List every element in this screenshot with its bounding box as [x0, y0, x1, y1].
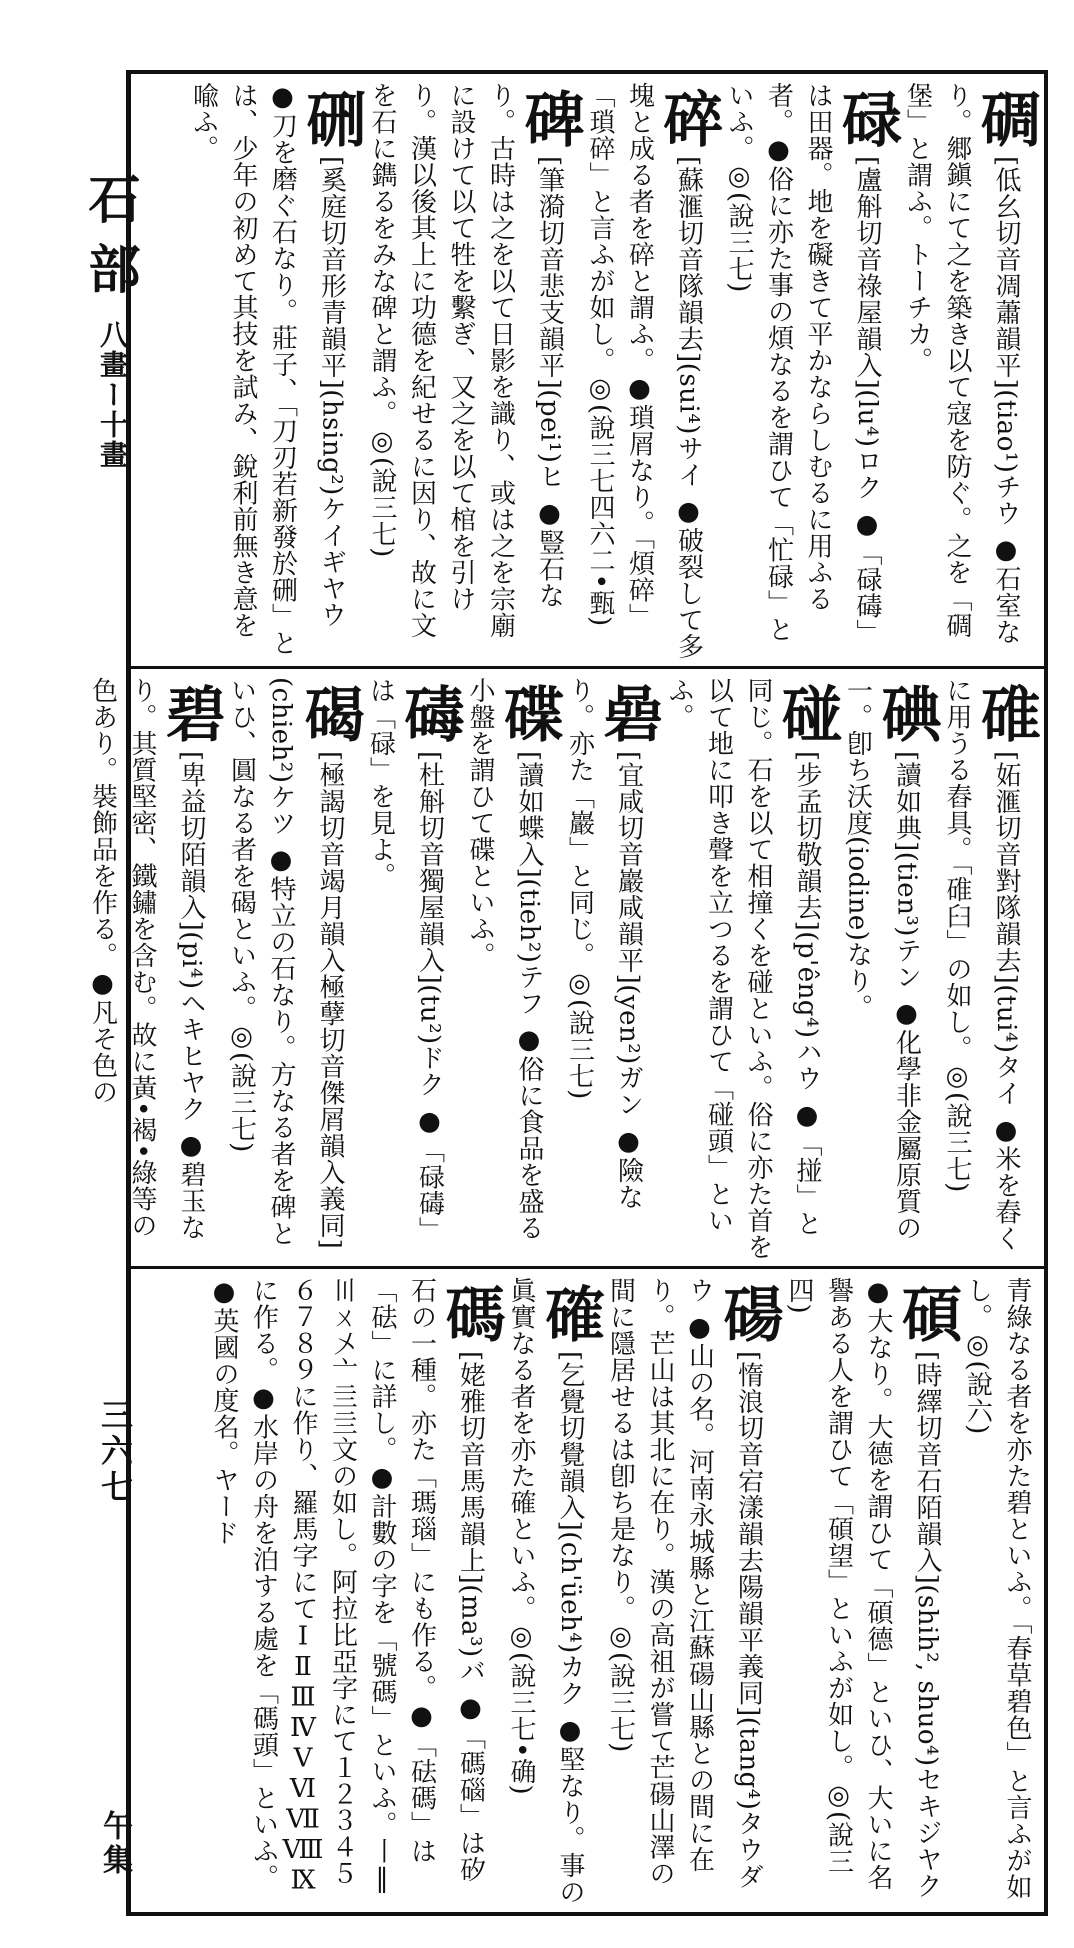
entry-definition: 青綠なる者を亦た碧といふ。「春草碧色」と言ふが如し。◎(說六): [962, 1277, 1032, 1900]
dictionary-entry: [226, 677, 365, 1250]
dictionary-entry: [564, 677, 664, 1211]
entry-headword: 碘: [871, 683, 942, 743]
entry-headword: 碼: [435, 1283, 506, 1343]
entry-definition: [宜咸切音巖咸韻平](yen²)ガン ●險なり。亦た「巖」と同じ。◎(說三七): [564, 677, 644, 1211]
entry-definition: [時繹切音石陌韻入](shih², shuo⁴)セキジヤク ●大なり。大德を謂ひて「碩德」といひ、大いに名譽ある人を謂ひて「碩望」といふが如し。◎(說三四): [784, 1277, 942, 1900]
entry-headword: 碉: [971, 88, 1041, 148]
entry-headword: 硎: [296, 88, 367, 148]
entry-definition: [惰浪切音宕漾韻去陽韻平義同](tang⁴)タウダウ ●山の名。河南永城縣と江蘇碭山縣との間に在り。芒山は其北に在り。漢の高祖が嘗て芒碭山澤の間に隱居せるは卽ち是なり。◎(說三七): [605, 1277, 764, 1890]
section-name: 石部: [79, 172, 140, 312]
entry-headword: 碣: [295, 683, 365, 743]
entry-definition: [低幺切音凋蕭韻平](tiao¹)チウ ●石室なり。郷鎭にて之を築き以て寇を防ぐ。之を「碉堡」と謂ふ。トーチカ。: [902, 82, 1021, 646]
entry-flow: [87, 677, 1041, 1260]
dictionary-entry: [664, 677, 842, 1260]
entry-headword: 碓: [971, 683, 1041, 743]
tier-bottom: [131, 1266, 1044, 1912]
tier-top: [131, 74, 1044, 666]
stroke-range: 八畫ー十畫: [96, 320, 129, 470]
dictionary-entry: [506, 1277, 605, 1906]
entry-definition: [盧斛切音祿屋韻入](lu⁴)ロク ●「碌碡」は田器。地を礙きて平かならしむるに用ふる者。●俗に亦た事の煩なるを謂ひて「忙碌」といふ。◎(說三七): [724, 82, 882, 646]
tier-middle: [87, 666, 1044, 1266]
dictionary-entry: [942, 677, 1041, 1252]
entry-headword: 碑: [514, 88, 585, 148]
entry-definition: [卑益切陌韻入](pi⁴)ヘキヒヤク ●碧玉なり。其質堅密、鐵鏽を含む。故に黃•褐•綠等の色あり。裝飾品を作る。●凡そ色の: [87, 677, 206, 1241]
dictionary-entry: [902, 82, 1041, 646]
entry-headword: 碟: [494, 683, 564, 743]
entry-headword: 碞: [593, 683, 664, 743]
entry-headword: 碌: [832, 88, 902, 148]
entry-headword: 碰: [772, 683, 842, 743]
dictionary-entry: [784, 1277, 962, 1900]
entry-headword: 碩: [892, 1283, 962, 1343]
entry-flow: [139, 82, 1041, 660]
entry-headword: 碡: [394, 683, 465, 743]
entry-flow: [139, 1277, 1036, 1906]
dictionary-entry: [465, 677, 564, 1242]
dictionary-entry: [724, 82, 902, 646]
dictionary-entry: [209, 1277, 506, 1896]
volume-name: 午集: [97, 1810, 132, 1878]
dictionary-entry: [605, 1277, 784, 1890]
dictionary-entry: [365, 677, 465, 1243]
entry-headword: 碧: [156, 683, 226, 743]
entry-headword: 碭: [713, 1283, 784, 1343]
dictionary-entry: [367, 82, 585, 639]
entry-definition: [杜斛切音獨屋韻入](tu²)ドク ●「碌碡」は「碌」を見よ。: [365, 677, 445, 1243]
entry-definition: [妬滙切音對隊韻去](tui⁴)タイ ●米を舂くに用うる舂具。「碓臼」の如し。◎(說三七): [942, 677, 1021, 1252]
entry-headword: 碎: [653, 88, 724, 148]
entry-definition: [蘇滙切音隊韻去](sui⁴)サイ ●破裂して多塊と成る者を碎と謂ふ。●瑣屑なり。「煩碎」「瑣碎」と言ふが如し。◎(說三七四六二•甄): [585, 82, 704, 660]
entry-definition: [讀如典](tien³)テン ●化學非金屬原質の一。卽ち沃度(iodine)なり。: [842, 677, 922, 1242]
dictionary-entry: [842, 677, 942, 1242]
dictionary-entry: [963, 1277, 1033, 1900]
dictionary-entry: [585, 82, 724, 660]
entry-definition: [奚庭切音形青韻平](hsing²)ケイギヤウ ●刀を磨ぐ石なり。莊子、「刀刃若新發於硎」とは、少年の初めて其技を試み、銳利前無き意を喩ふ。: [188, 82, 347, 656]
entry-definition: [筆漪切音悲支韻平](pei¹)ヒ ●豎石なり。古時は之を以て日影を識り、或は之を宗廟に設けて以て牲を繫ぎ、又之を以て棺を引けり。漢以後其上に功德を紀せるに因り、故に文を石に鐫るをみな碑と謂ふ。◎(說三七): [367, 82, 565, 639]
entry-headword: 確: [535, 1283, 605, 1343]
entry-definition: [極謁切音竭月韻入極孽切音傑屑韻入義同](chieh²)ケツ ●特立の石なり。方なる者を碑といひ、圓なる者を碣といふ。◎(說三七): [226, 677, 345, 1250]
entry-definition: [乞覺切覺韻入](ch'üeh⁴)カク ●堅なり。事の眞實なる者を亦た確といふ。◎(說三七•确): [506, 1277, 585, 1906]
entry-definition: [步孟切敬韻去](p'êng⁴)ハウ ●「掽」と同じ。石を以て相撞くを碰といふ。俗に亦た首を以て地に叩き聲を立つるを謂ひて「碰頭」といふ。: [664, 677, 822, 1260]
page-number: 三六七: [96, 1398, 134, 1506]
dictionary-entry: [188, 82, 367, 656]
entry-definition: [讀如蝶入](tieh²)テフ ●俗に食品を盛る小盤を謂ひて碟といふ。: [465, 677, 544, 1242]
entry-definition: [姥雅切音馬馬韻上](ma³)バ ●「碼碯」は矽石の一種。亦た「瑪瑙」にも作る。●「砝碼」は「砝」に詳し。●計數の字を「號碼」といふ。丨‖〣ㄨ〤亠亖亖文の如し。阿拉比亞字にて１２３４５６７８９に作り、羅馬字にてⅠⅡⅢⅣⅤⅥⅦⅧⅨに作る。●水岸の舟を泊する處を「碼頭」といふ。●英國の度名。ヤード: [209, 1277, 486, 1896]
